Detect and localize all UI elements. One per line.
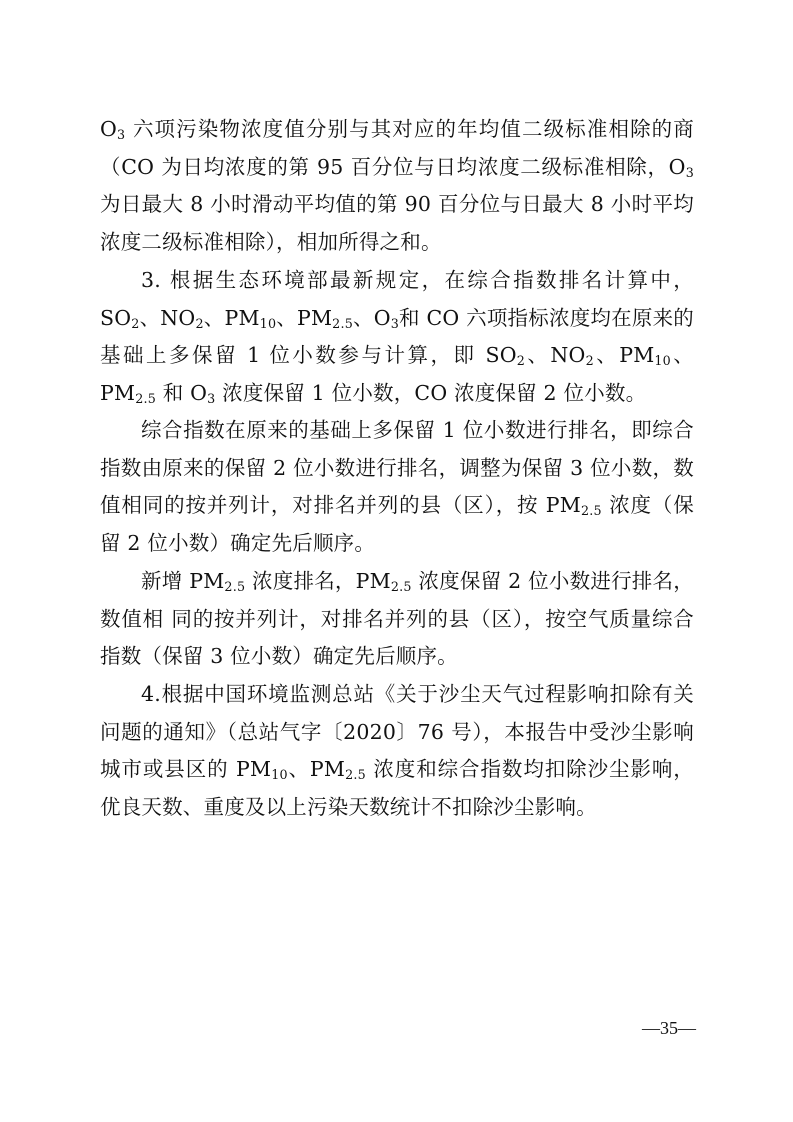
text-run: 、NO <box>139 305 196 330</box>
subscript: 2 <box>516 353 526 369</box>
text-run: 浓度保留 1 位小数，CO 浓度保留 2 位小数。 <box>215 381 647 406</box>
subscript: 10 <box>259 315 277 331</box>
subscript: 2 <box>195 315 204 331</box>
text-run: 浓度和综合指数均扣除沙尘影响，优良天数、重度及以上污染天数统计不扣除沙尘影响。 <box>100 757 695 820</box>
text-run: 综合指数在原来的基础上多保留 1 位小数进行排名，即综合指数由原来的保留 2 位小数进行排名，调整为保留 3 位小数，数值相同的按并列计，对排名并列的县（区），按 PM <box>100 418 694 518</box>
subscript: 2.5 <box>332 315 353 331</box>
text-run: 和 O <box>156 381 208 406</box>
subscript: 3 <box>390 315 400 331</box>
text-run: 3. 根据生态环境部最新规定，在综合指数排名计算中，SO <box>100 268 694 330</box>
paragraph-note-4-dust <box>100 676 694 827</box>
subscript: 2.5 <box>135 391 156 407</box>
subscript: 2.5 <box>345 767 366 783</box>
paragraph-note-3 <box>100 262 694 413</box>
subscript: 2.5 <box>581 503 602 519</box>
subscript: 3 <box>117 127 126 143</box>
text-run: 、PM <box>287 757 346 782</box>
paragraph-composite-index-ranking <box>100 412 694 563</box>
text-run: 、PM <box>276 305 333 330</box>
text-run: 浓度排名，PM <box>245 569 391 593</box>
text-run: 浓度保留 2 位小数进行排名，数值相 同的按并列计，对排名并列的县（区），按空气质量综合指数（保留 3 位小数）确定先后顺序。 <box>100 569 694 669</box>
subscript: 3 <box>685 164 694 180</box>
text-run: 新增 PM <box>141 569 225 593</box>
subscript: 2 <box>585 353 594 369</box>
paragraph-definition-continued <box>100 111 694 262</box>
paragraph-pm25-ranking <box>100 563 694 676</box>
text-run: 为日最大 8 小时滑动平均值的第 90 百分位与日最大 8 小时平均浓度二级标准相除），相加所得之和。 <box>100 192 694 255</box>
text-run: 浓度（保留 2 位小数）确定先后顺序。 <box>100 493 694 556</box>
text-run: 、O <box>352 305 391 330</box>
text-run: 和 CO 六项指标浓度均在原来的基础上多保留 1 位小数参与计算，即 SO <box>100 305 694 368</box>
subscript: 3 <box>207 391 216 407</box>
subscript: 10 <box>654 353 671 369</box>
subscript: 2.5 <box>390 579 412 595</box>
text-run: 、NO <box>525 343 586 368</box>
text-run: 、PM <box>203 305 260 330</box>
page-number: —35— <box>642 1018 696 1038</box>
text-run: 、PM <box>593 343 655 368</box>
text-run: 、PM <box>100 343 694 406</box>
subscript: 2 <box>131 315 140 331</box>
text-run: O <box>100 117 118 141</box>
subscript: 10 <box>271 767 288 783</box>
text-run: 4.根据中国环境监测总站《关于沙尘天气过程影响扣除有关问题的通知》（总站气字〔2020〕76 号），本报告中受沙尘影响城市或县区的 PM <box>100 682 694 782</box>
text-run: 六项污染物浓度值分别与其对应的年均值二级标准相除的商（CO 为日均浓度的第 95 百分位与日均浓度二级标准相除，O <box>100 117 694 179</box>
subscript: 2.5 <box>224 579 246 595</box>
